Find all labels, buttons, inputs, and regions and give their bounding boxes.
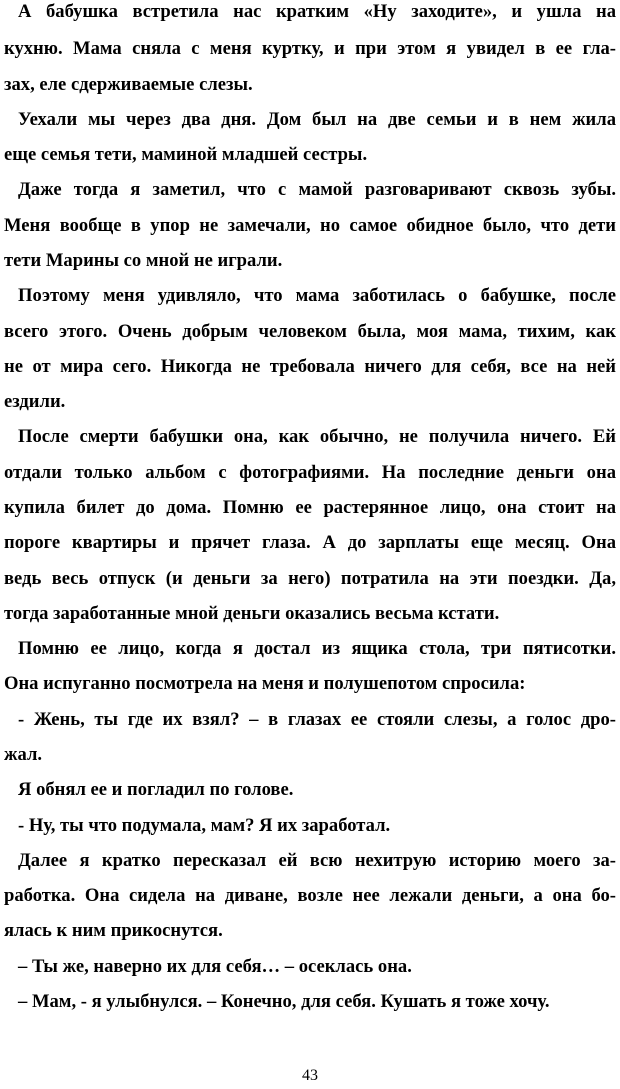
text-line: ведь весь отпуск (и деньги за него) потратила на эти поездки. Да, bbox=[4, 568, 616, 589]
text-line: жал. bbox=[4, 744, 43, 765]
text-line: А бабушка встретила нас кратким «Ну заходите», и ушла на bbox=[18, 1, 616, 22]
text-line: отдали только альбом с фотографиями. На последние деньги она bbox=[4, 462, 616, 483]
text-line: – Мам, - я улыбнулся. – Конечно, для себя. Кушать я тоже хочу. bbox=[18, 991, 550, 1012]
text-line: Помню ее лицо, когда я достал из ящика стола, три пятисотки. bbox=[18, 638, 616, 659]
text-line: Даже тогда я заметил, что с мамой разговаривают сквозь зубы. bbox=[18, 179, 616, 200]
text-line: тогда заработанные мной деньги оказались весьма кстати. bbox=[4, 603, 500, 624]
text-line: Поэтому меня удивляло, что мама заботилась о бабушке, после bbox=[18, 285, 616, 306]
text-line: пороге квартиры и прячет глаза. А до зарплаты еще месяц. Она bbox=[4, 532, 616, 553]
text-line: Уехали мы через два дня. Дом был на две семьи и в нем жила bbox=[18, 109, 616, 130]
text-line: Я обнял ее и погладил по голове. bbox=[18, 779, 294, 800]
text-line: купила билет до дома. Помню ее растерянное лицо, она стоит на bbox=[4, 497, 616, 518]
text-line: - Ну, ты что подумала, мам? Я их заработал. bbox=[18, 815, 391, 836]
text-line: еще семья тети, маминой младшей сестры. bbox=[4, 144, 368, 165]
text-line: зах, еле сдерживаемые слезы. bbox=[4, 74, 253, 95]
text-line: ялась к ним прикоснутся. bbox=[4, 920, 223, 941]
text-line: Меня вообще в упор не замечали, но самое обидное было, что дети bbox=[4, 215, 616, 236]
text-line: - Жень, ты где их взял? – в глазах ее стояли слезы, а голос дро- bbox=[18, 709, 616, 730]
text-line: После смерти бабушки она, как обычно, не получила ничего. Ей bbox=[18, 426, 616, 447]
text-line: всего этого. Очень добрым человеком была, моя мама, тихим, как bbox=[4, 321, 616, 342]
text-line: не от мира сего. Никогда не требовала ничего для себя, все на ней bbox=[4, 356, 616, 377]
text-line: – Ты же, наверно их для себя… – осеклась она. bbox=[18, 956, 412, 977]
text-line: Она испуганно посмотрела на меня и полушепотом спросила: bbox=[4, 673, 526, 694]
text-line: тети Марины со мной не играли. bbox=[4, 250, 283, 271]
text-line: ездили. bbox=[4, 391, 66, 412]
text-line: работка. Она сидела на диване, возле нее лежали деньги, а она бо- bbox=[4, 885, 616, 906]
text-line: Далее я кратко пересказал ей всю нехитрую историю моего за- bbox=[18, 850, 616, 871]
text-line: кухню. Мама сняла с меня куртку, и при этом я увидел в ее гла- bbox=[4, 38, 616, 59]
page-number: 43 bbox=[302, 1067, 318, 1084]
